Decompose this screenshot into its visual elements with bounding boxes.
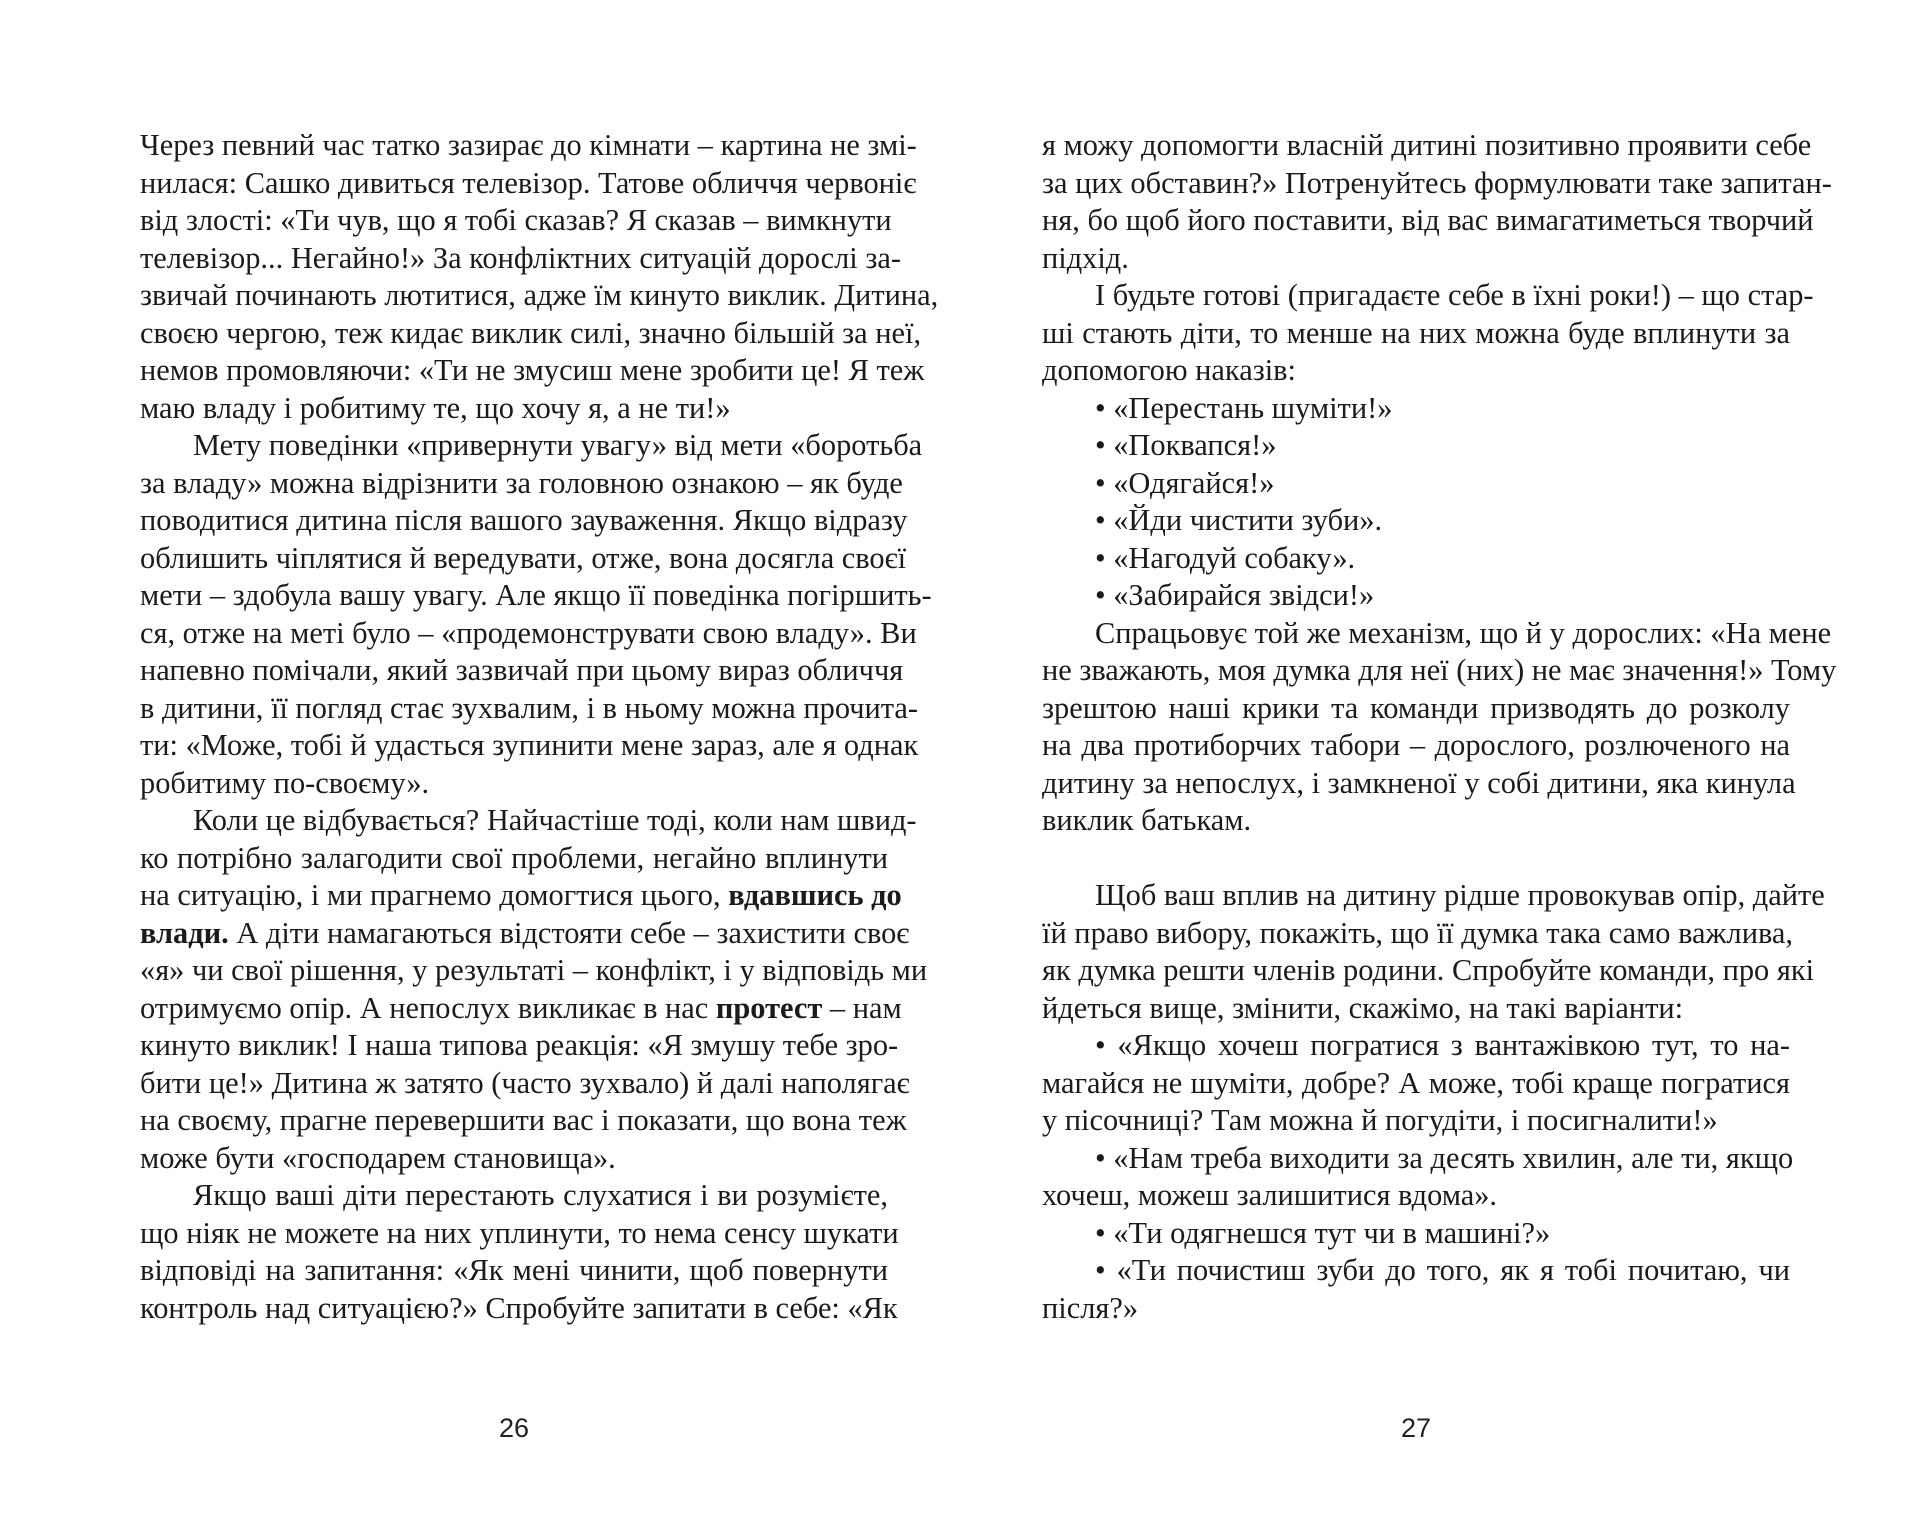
text-line: від злості: «Ти чув, що я тобі сказав? Я сказав – вимкнути [140,203,892,237]
text-line: їй право вибору, покажіть, що її думка така само важлива, [1042,915,1793,950]
text-line: ко потрібно залагодити свої проблеми, негайно вплинути [140,840,888,875]
text-line: виклик батькам. [1042,803,1252,837]
bullet-item: • «Перестань шуміти!» [1095,390,1393,425]
text-line: після?» [1042,1290,1139,1325]
bullet-item: • «Ти одягнешся тут чи в машині?» [1095,1215,1551,1250]
text-line: ня, бо щоб його поставити, від вас вимагатиметься творчий [1042,203,1814,237]
bullet-item: • «Нам треба виходити за десять хвилин, але ти, якщо [1095,1140,1794,1175]
text-line: йдеться вище, змінити, скажімо, на такі варіанти: [1042,990,1684,1025]
text-segment: на ситуацію, і ми прагнемо домогтися цього, [140,878,721,912]
left-page [140,0,939,1536]
text-line: як думка решти членів родини. Спробуйте команди, про які [1042,953,1815,987]
page-number: 27 [1400,1413,1432,1443]
text-line: не зважають, моя думка для неї (них) не має значення!» Тому [1042,653,1837,687]
text-line: Спрацьовує той же механізм, що й у дорослих: «На мене [1095,615,1832,650]
text-line: за владу» можна відрізнити за головною ознакою – як буде [140,465,903,500]
text-line: контроль над ситуацією?» Спробуйте запитати в себе: «Як [140,1290,898,1325]
text-line: Мету поведінки «привернути увагу» від мети «боротьба [193,428,923,462]
text-line: на своєму, прагне перевершити вас і показати, що вона теж [140,1103,907,1137]
bullet-item: • «Поквапся!» [1095,428,1277,462]
bullet-item: • «Забирайся звідси!» [1095,578,1375,612]
text-line: магайся не шуміти, добре? А може, тобі краще погратися [1042,1065,1790,1100]
text-line: Щоб ваш вплив на дитину рідше провокував опір, дайте [1095,878,1825,912]
bold-phrase: протест [715,990,823,1025]
text-line: маю владу і робитиму те, що хочу я, а не ти!» [140,390,731,425]
text-line: на два протиборчих табори – дорослого, розлюченого на [1042,728,1790,762]
bullet-item: • «Одягайся!» [1095,465,1275,500]
text-line: бити це!» Дитина ж затято (часто зухвало) й далі наполягає [140,1065,910,1100]
text-line: звичай починають лютитися, адже їм кинуто виклик. Дитина, [140,278,939,312]
text-line: ші стають діти, то менше на них можна буде вплинути за [1042,315,1790,350]
text-line: ся, отже на меті було – «продемонструвати свою владу». Ви [140,615,917,650]
text-line: кинуто виклик! І наша типова реакція: «Я змушу тебе зро- [140,1028,899,1062]
bullet-item: • «Ти почистиш зуби до того, як я тобі почитаю, чи [1095,1253,1790,1287]
bold-phrase: вдавшись до [728,878,902,912]
text-line: напевно помічали, який зазвичай при цьому вираз обличчя [140,653,904,687]
text-line: підхід. [1042,240,1129,275]
text-line [140,990,902,1028]
text-line: телевізор... Негайно!» За конфліктних ситуацій дорослі за- [140,240,901,275]
text-line: що ніяк не можете на них уплинути, то нема сенсу шукати [140,1215,899,1250]
text-line: може бути «господарем становища». [140,1140,616,1175]
text-line: Коли це відбувається? Найчастіше тоді, коли нам швид- [193,803,917,837]
text-line: я можу допомогти власній дитині позитивно проявити себе [1042,128,1812,162]
text-line: Якщо ваші діти перестають слухатися і ви розумієте, [193,1178,888,1212]
text-line [140,877,902,915]
right-page [1042,0,1837,1536]
left-page-text [140,127,939,1327]
text-line: І будьте готові (пригадаєте себе в їхні роки!) – що стар- [1095,278,1814,312]
text-line: нилася: Сашко дивиться телевізор. Татове обличчя червоніє [140,165,917,200]
text-line: мети – здобула вашу увагу. Але якщо її поведінка погіршить- [140,578,932,612]
bullet-item: • «Нагодуй собаку». [1095,540,1356,575]
text-line: допомогою наказів: [1042,353,1296,387]
right-page-text [1042,127,1837,1327]
text-line: немов промовляючи: «Ти не змусиш мене зробити це! Я теж [140,353,925,387]
text-line [140,915,910,953]
text-line: «я» чи свої рішення, у результаті – конфлікт, і у відповідь ми [140,953,928,987]
page-number: 26 [498,1413,530,1443]
text-line: дитину за непослух, і замкненої у собі дитини, яка кинула [1042,765,1796,800]
bullet-item: • «Йди чистити зуби». [1095,503,1383,537]
paragraph-gap [1042,840,1790,878]
text-line: хочеш, можеш залишитися вдома». [1042,1178,1498,1212]
text-line: своєю чергою, теж кидає виклик силі, значно більшій за неї, [140,315,922,350]
text-line: робитиму по-своєму». [140,765,430,800]
bullet-item: • «Якщо хочеш погратися з вантажівкою тут, то на- [1095,1028,1790,1062]
text-line: в дитини, її погляд стає зухвалим, і в ньому можна прочита- [140,690,919,725]
text-line: відповіді на запитання: «Як мені чинити, щоб повернути [140,1253,888,1287]
text-line: Через певний час татко зазирає до кімнати – картина не змі- [140,128,917,162]
text-segment: отримуємо опір. А непослух викликає в нас [140,990,709,1025]
bold-phrase: влади. [140,915,229,950]
text-line: облишить чіплятися й вередувати, отже, вона досягла своєї [140,540,907,575]
text-line: у пісочниці? Там можна й погудіти, і посигналити!» [1042,1103,1718,1137]
text-line: зрештою наші крики та команди призводять до розколу [1042,690,1790,725]
text-line: ти: «Може, тобі й удасться зупинити мене зараз, але я однак [140,728,919,762]
text-segment: – нам [829,990,902,1025]
text-line: поводитися дитина після вашого зауваження. Якщо відразу [140,503,908,537]
text-line: за цих обставин?» Потренуйтесь формулювати таке запитан- [1042,165,1832,200]
text-segment: А діти намагаються відстояти себе – захистити своє [236,915,910,950]
